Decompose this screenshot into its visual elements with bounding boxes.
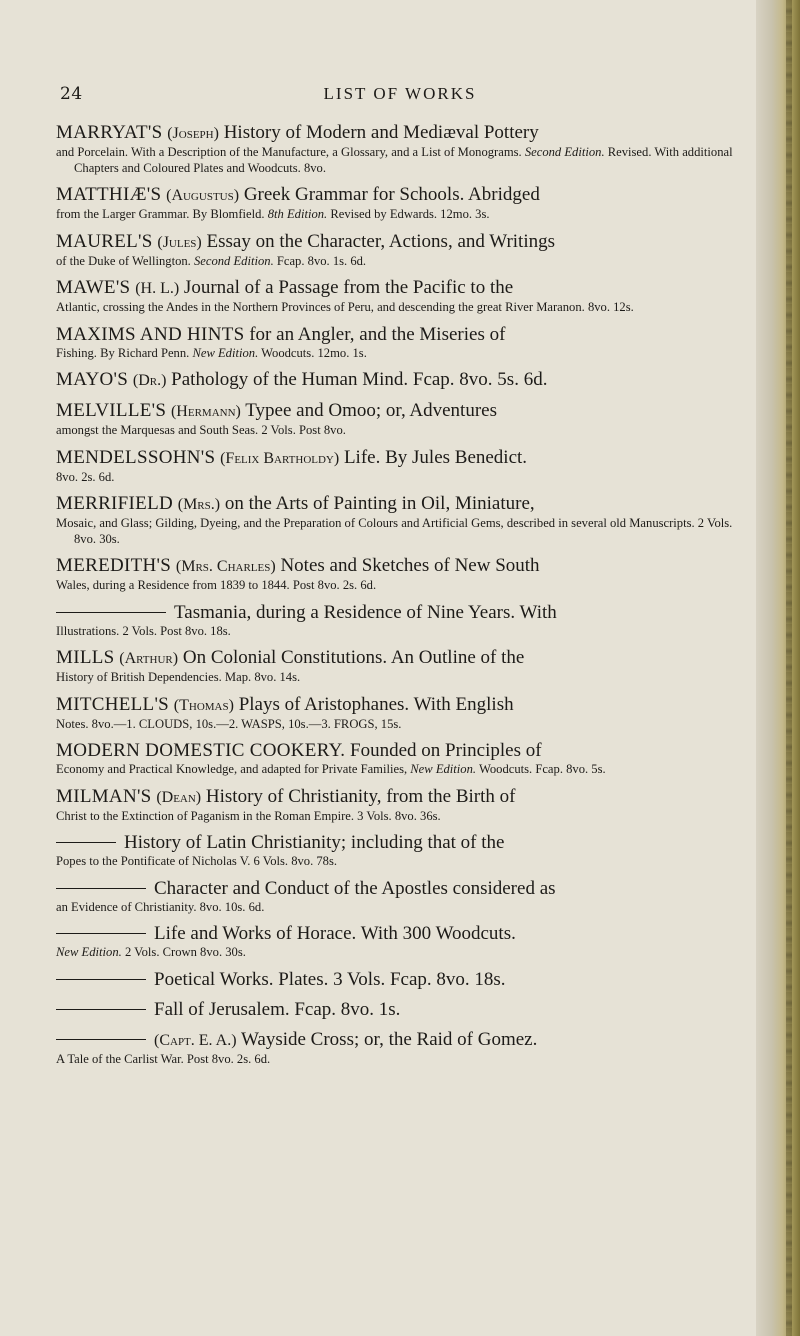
catalogue-entry	[56, 400, 746, 439]
entry-headline	[56, 400, 746, 423]
entry-given-name: (Arthur)	[119, 650, 179, 667]
entry-headline	[74, 602, 746, 624]
entry-description: Atlantic, crossing the Andes in the Northern Provinces of Peru, and descending the great River Maranon. 8vo. 12s.	[56, 300, 634, 314]
entry-author: MERRIFIELD	[56, 493, 173, 514]
entry-title: Life and Works of Horace. With 300 Woodcuts.	[154, 923, 516, 944]
catalogue-entry	[56, 447, 746, 486]
entry-given-name: (Capt. E. A.)	[154, 1031, 237, 1049]
entry-details	[56, 145, 746, 176]
catalogue-entry	[56, 231, 746, 270]
entry-title: Tasmania, during a Residence of Nine Years. With	[174, 601, 557, 623]
entry-edition: New Edition.	[410, 762, 477, 776]
entry-description-cont: Woodcuts. 12mo. 1s.	[261, 345, 367, 360]
entry-details	[56, 578, 746, 594]
page-number: 24	[60, 84, 83, 104]
entry-description: History of British Dependencies. Map. 8vo. 14s.	[56, 670, 301, 684]
entry-details	[56, 345, 746, 362]
ditto-dash	[56, 888, 146, 889]
entry-details	[56, 854, 746, 870]
entry-edition: 8th Edition.	[267, 207, 328, 221]
entry-edition: New Edition.	[192, 345, 259, 360]
catalogue-entry	[56, 878, 746, 916]
entry-details	[56, 516, 746, 547]
entry-author: MAUREL'S	[56, 230, 153, 252]
page-edge-binding	[756, 0, 800, 1336]
catalogue-entry	[56, 602, 746, 640]
catalogue-entry	[56, 786, 746, 825]
entry-given-name: (Dean)	[156, 788, 202, 806]
entry-headline	[56, 647, 746, 670]
catalogue-entry	[56, 1029, 746, 1068]
catalogue-entry	[56, 324, 746, 362]
entry-details	[56, 762, 746, 778]
entry-title: Fall of Jerusalem. Fcap. 8vo. 1s.	[154, 998, 401, 1020]
entry-author: MAYO'S	[56, 369, 129, 390]
entry-description: amongst the Marquesas and South Seas. 2 Vols. Post 8vo.	[56, 423, 346, 437]
entry-description: Illustrations. 2 Vols. Post 8vo. 18s.	[56, 623, 231, 638]
entry-headline	[74, 832, 746, 854]
entry-edition: Second Edition.	[524, 145, 605, 159]
entry-given-name: (H. L.)	[135, 280, 180, 297]
ditto-dash	[56, 842, 116, 843]
entry-given-name: (Dr.)	[132, 372, 167, 389]
entry-author: MENDELSSOHN'S	[56, 446, 216, 468]
entry-headline	[56, 277, 746, 300]
entry-description: Fishing. By Richard Penn.	[56, 345, 190, 360]
entry-title: Character and Conduct of the Apostles considered as	[154, 877, 556, 899]
entry-details	[56, 899, 746, 916]
entry-title: Life. By Jules Benedict.	[343, 446, 528, 468]
entry-title: Notes and Sketches of New South	[280, 555, 540, 576]
catalogue-entry	[56, 122, 746, 176]
entry-author: MEREDITH'S	[56, 555, 172, 576]
entry-headline	[56, 122, 746, 145]
entry-details	[56, 623, 746, 640]
entry-title: Typee and Omoo; or, Adventures	[245, 400, 497, 421]
entry-given-name: (Augustus)	[166, 187, 240, 204]
catalogue-entry	[56, 832, 746, 870]
entry-author: MILMAN'S	[56, 785, 152, 807]
entry-title: On Colonial Constitutions. An Outline of the	[182, 647, 525, 668]
entry-details	[56, 469, 746, 486]
entry-author: MODERN DOMESTIC COOKERY.	[56, 740, 346, 761]
entry-author: MAWE'S	[56, 277, 131, 298]
catalogue-entry	[56, 555, 746, 594]
entry-given-name: (Mrs.)	[177, 496, 221, 513]
entry-given-name: (Hermann)	[170, 403, 241, 420]
entry-description: 8vo. 2s. 6d.	[56, 469, 115, 484]
entry-title: Essay on the Character, Actions, and Writings	[206, 230, 556, 252]
entry-author: MARRYAT'S	[56, 122, 163, 143]
entry-author: MITCHELL'S	[56, 693, 170, 715]
entry-details	[56, 716, 746, 733]
entry-headline	[74, 923, 746, 945]
entry-headline	[56, 740, 746, 762]
entry-headline	[56, 184, 746, 207]
entry-headline	[56, 785, 746, 809]
entry-description-cont: Revised by Edwards. 12mo. 3s.	[330, 207, 490, 221]
entry-details	[56, 423, 746, 439]
entry-description: A Tale of the Carlist War. Post 8vo. 2s. 6d.	[56, 1051, 271, 1066]
entry-description: Economy and Practical Knowledge, and adapted for Private Families,	[56, 762, 408, 776]
ditto-dash	[56, 933, 146, 934]
ditto-dash	[56, 612, 166, 613]
catalogue-entry	[56, 647, 746, 686]
entry-description-cont: 2 Vols. Crown 8vo. 30s.	[124, 945, 246, 959]
entry-headline	[56, 369, 746, 392]
entry-description: and Porcelain. With a Description of the Manufacture, a Glossary, and a List of Monograms.	[56, 145, 522, 159]
catalogue-entry	[56, 493, 746, 547]
entry-title: History of Latin Christianity; including that of the	[124, 832, 505, 853]
entry-headline	[56, 446, 746, 470]
entry-given-name: (Thomas)	[173, 696, 234, 714]
entry-headline	[74, 999, 746, 1021]
catalogue-entry	[56, 740, 746, 778]
entry-headline	[56, 493, 746, 516]
ditto-dash	[56, 979, 146, 980]
entry-description: an Evidence of Christianity. 8vo. 10s. 6d.	[56, 899, 265, 914]
entry-title: History of Christianity, from the Birth of	[205, 785, 516, 807]
entry-description: Mosaic, and Glass; Gilding, Dyeing, and the Preparation of Colours and Artificial Gems, described in several old Manuscripts. 2 Vols. 8vo. 30s.	[56, 516, 733, 546]
entry-details	[56, 945, 746, 961]
page-header	[60, 84, 740, 108]
catalogue-entry	[56, 999, 746, 1021]
entry-description: Notes. 8vo.—1. CLOUDS, 10s.—2. WASPS, 10s.—3. FROGS, 15s.	[56, 716, 402, 731]
catalogue-entry	[56, 277, 746, 316]
entry-title: for an Angler, and the Miseries of	[249, 323, 506, 345]
entry-title: Greek Grammar for Schools. Abridged	[243, 184, 540, 205]
entry-description-cont: Revised. With additional Chapters and Coloured Plates and Woodcuts. 8vo.	[74, 145, 733, 175]
entry-title: Journal of a Passage from the Pacific to the	[183, 277, 514, 298]
catalogue-entry	[56, 923, 746, 961]
ditto-dash	[56, 1009, 146, 1010]
entry-details	[56, 207, 746, 223]
entry-description-cont: Woodcuts. Fcap. 8vo. 5s.	[478, 762, 606, 776]
entry-given-name: (Jules)	[157, 233, 202, 251]
entry-given-name: (Felix Bartholdy)	[220, 449, 340, 467]
entry-description: Popes to the Pontificate of Nicholas V. 6 Vols. 8vo. 78s.	[56, 854, 338, 868]
entry-headline	[56, 323, 746, 346]
entry-author: MATTHIÆ'S	[56, 184, 162, 205]
entry-details	[56, 670, 746, 686]
entry-title: Poetical Works. Plates. 3 Vols. Fcap. 8vo. 18s.	[154, 968, 506, 990]
entry-details	[56, 300, 746, 316]
entry-details	[56, 808, 746, 825]
entry-description: Wales, during a Residence from 1839 to 1844. Post 8vo. 2s. 6d.	[56, 578, 377, 592]
ditto-dash	[56, 1039, 146, 1040]
entry-given-name: (Joseph)	[167, 125, 219, 142]
entry-edition: New Edition.	[56, 945, 122, 959]
catalogue-entry	[56, 969, 746, 991]
entry-headline	[56, 230, 746, 254]
entry-description: from the Larger Grammar. By Blomfield.	[56, 207, 265, 221]
entry-details	[56, 1051, 746, 1068]
entry-title: on the Arts of Painting in Oil, Miniature,	[224, 493, 535, 514]
catalogue-entry	[56, 694, 746, 733]
entry-headline	[74, 878, 746, 900]
entry-given-name: (Mrs. Charles)	[175, 558, 276, 575]
running-head: LIST OF WORKS	[323, 84, 477, 103]
entry-edition: Second Edition.	[193, 253, 274, 268]
entry-author: MELVILLE'S	[56, 400, 167, 421]
entry-description: Christ to the Extinction of Paganism in the Roman Empire. 3 Vols. 8vo. 36s.	[56, 808, 441, 823]
entry-title: Pathology of the Human Mind. Fcap. 8vo. 5s. 6d.	[171, 369, 548, 390]
entry-headline	[74, 1029, 746, 1052]
entry-author: MILLS	[56, 647, 115, 668]
entry-headline	[56, 555, 746, 578]
entry-details	[56, 253, 746, 270]
entry-description-cont: Fcap. 8vo. 1s. 6d.	[276, 253, 367, 268]
entry-title: Founded on Principles of	[350, 740, 542, 761]
entry-description: of the Duke of Wellington.	[56, 253, 191, 268]
entry-title: Plays of Aristophanes. With English	[238, 693, 514, 715]
entry-title: History of Modern and Mediæval Pottery	[223, 122, 539, 143]
works-list	[56, 122, 746, 1075]
entry-headline	[56, 693, 746, 717]
catalogue-entry	[56, 369, 746, 392]
catalogue-entry	[56, 184, 746, 223]
entry-author: MAXIMS AND HINTS	[56, 323, 245, 345]
entry-title: Wayside Cross; or, the Raid of Gomez.	[240, 1028, 538, 1050]
entry-headline	[74, 969, 746, 991]
